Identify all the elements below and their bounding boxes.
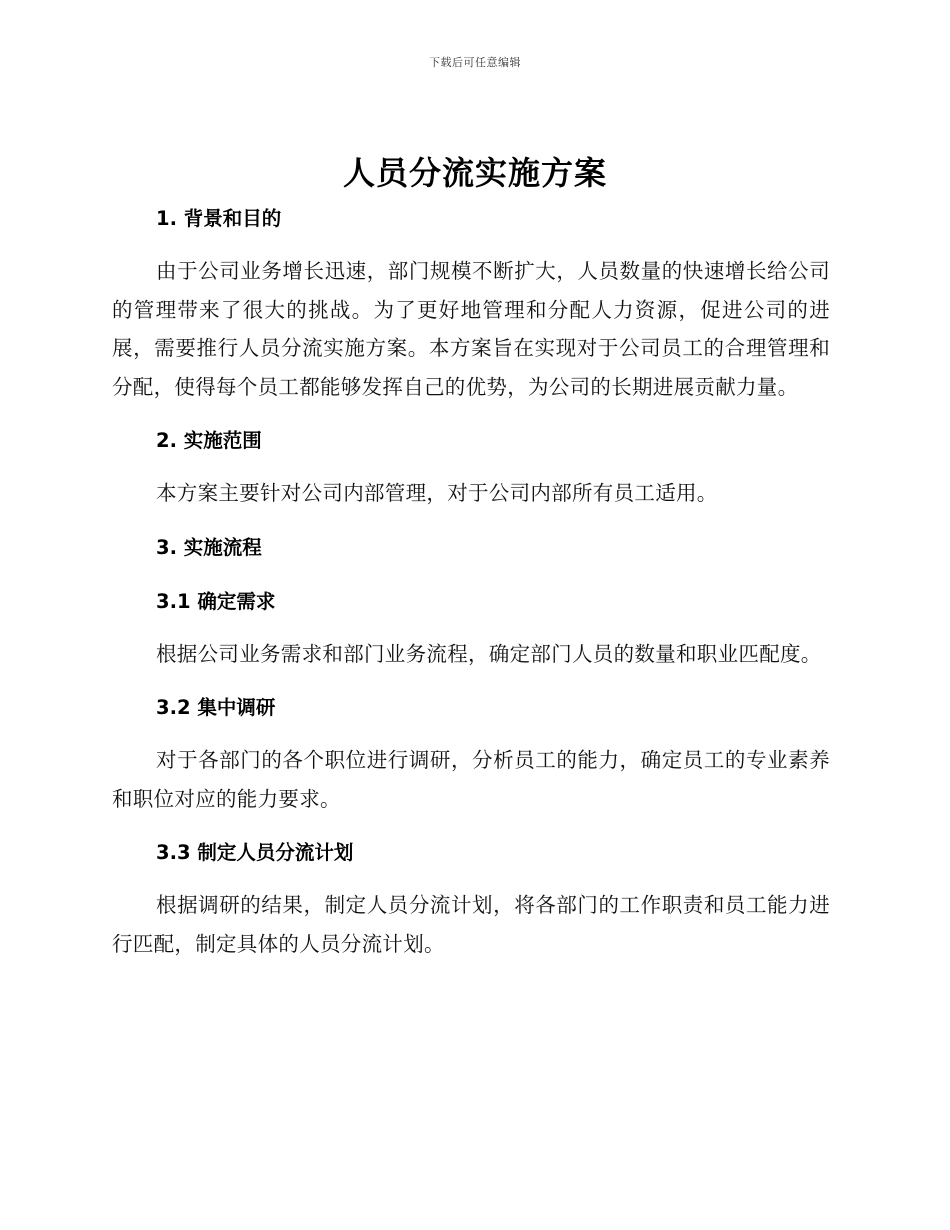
section-body-research: 对于各部门的各个职位进行调研，分析员工的能力，确定员工的专业素养和职位对应的能力要求。 [112,748,830,811]
section-heading-research: 3.2 集中调研 [156,696,276,719]
section-body-scope: 本方案主要针对公司内部管理，对于公司内部所有员工适用。 [156,481,718,505]
section-body-background: 由于公司业务增长迅速，部门规模不断扩大，人员数量的快速增长给公司的管理带来了很大的挑战。为了更好地管理和分配人力资源，促进公司的进展，需要推行人员分流实施方案。本方案旨在实现对于公司员工的合理管理和分配，使得每个员工都能够发挥自己的优势，为公司的长期进展贡献力量。 [112,259,830,399]
section-heading-plan: 3.3 制定人员分流计划 [156,841,354,864]
section-body-requirements: 根据公司业务需求和部门业务流程，确定部门人员的数量和职业匹配度。 [156,641,822,666]
section-body-plan: 根据调研的结果，制定人员分流计划，将各部门的工作职责和员工能力进行匹配，制定具体的人员分流计划。 [112,893,830,956]
section-heading-requirements: 3.1 确定需求 [156,589,276,613]
section-heading-scope: 2. 实施范围 [156,429,262,452]
header-note: 下载后可任意编辑 [429,56,521,69]
section-heading-process: 3. 实施流程 [156,535,262,559]
page-title: 人员分流实施方案 [342,154,607,192]
document-body [112,200,830,963]
section-heading-background: 1. 背景和目的 [156,207,282,230]
